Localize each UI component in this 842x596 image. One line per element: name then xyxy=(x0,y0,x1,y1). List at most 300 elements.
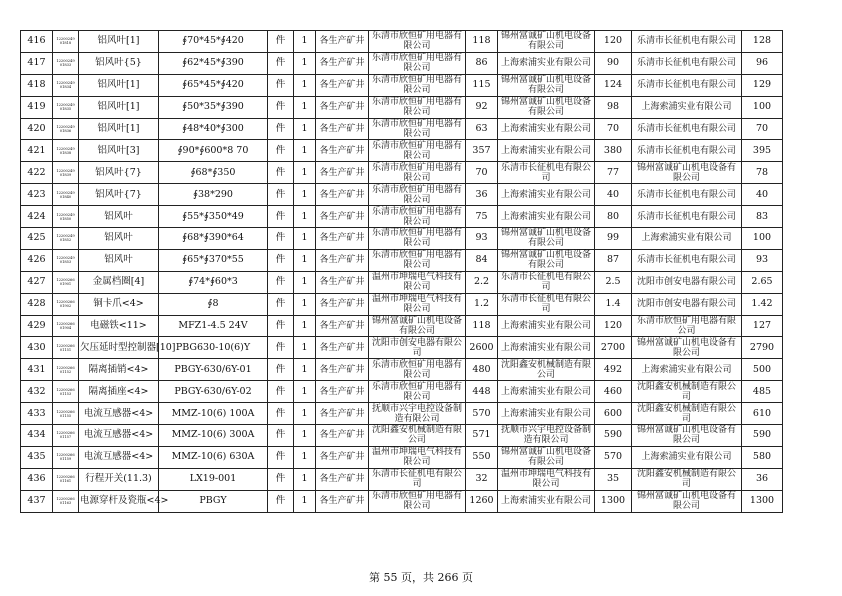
supplier-2: 锦州富诚矿山机电设备有限公司 xyxy=(498,96,595,118)
supplier-3: 锦州富诚矿山机电设备有限公司 xyxy=(632,337,742,359)
item-code: 12200266 01901 xyxy=(53,271,79,293)
price-3: 70 xyxy=(742,118,783,140)
price-3: 78 xyxy=(742,162,783,184)
table-row xyxy=(21,228,783,250)
item-spec: LX19-001 xyxy=(159,468,268,490)
item-code: 12200266 01902 xyxy=(53,293,79,315)
supplier-2: 抚顺市兴宇电控设备制造有限公司 xyxy=(498,425,595,447)
supplier-2: 锦州富诚矿山机电设备有限公司 xyxy=(498,249,595,271)
supplier-3: 乐清市长征机电有限公司 xyxy=(632,184,742,206)
supplier-2: 锦州富诚矿山机电设备有限公司 xyxy=(498,31,595,53)
item-code: 12200266 01159 xyxy=(53,446,79,468)
item-name: 铝风叶 xyxy=(79,249,159,271)
table-row xyxy=(21,425,783,447)
row-number: 432 xyxy=(21,381,53,403)
requesting-dept: 各生产矿井 xyxy=(316,52,369,74)
row-number: 434 xyxy=(21,425,53,447)
price-1: 118 xyxy=(466,315,498,337)
price-3: 395 xyxy=(742,140,783,162)
quantity: 1 xyxy=(294,249,316,271)
supplier-1: 乐清市欣恒矿用电器有限公司 xyxy=(369,52,466,74)
supplier-1: 乐清市欣恒矿用电器有限公司 xyxy=(369,206,466,228)
quantity: 1 xyxy=(294,359,316,381)
supplier-2: 温州市坤瑞电气科技有限公司 xyxy=(498,468,595,490)
item-code: 12200266 01153 xyxy=(53,381,79,403)
requesting-dept: 各生产矿井 xyxy=(316,425,369,447)
price-3: 128 xyxy=(742,31,783,53)
item-name: 隔离插销<4> xyxy=(79,359,159,381)
supplier-1: 抚顺市兴宇电控设备制造有限公司 xyxy=(369,403,466,425)
supplier-2: 上海索浦实业有限公司 xyxy=(498,140,595,162)
price-2: 570 xyxy=(595,446,632,468)
item-name: 电磁铁<11> xyxy=(79,315,159,337)
item-name: 铝风叶[1] xyxy=(79,74,159,96)
price-1: 86 xyxy=(466,52,498,74)
supplier-2: 上海索浦实业有限公司 xyxy=(498,118,595,140)
item-spec: ∮62*45*∮390 xyxy=(159,52,268,74)
quantity: 1 xyxy=(294,446,316,468)
supplier-2: 锦州富诚矿山机电设备有限公司 xyxy=(498,74,595,96)
supplier-3: 乐清市长征机电有限公司 xyxy=(632,31,742,53)
quantity: 1 xyxy=(294,74,316,96)
supplier-1: 沈阳鑫安机械制造有限公司 xyxy=(369,425,466,447)
quantity: 1 xyxy=(294,293,316,315)
price-3: 93 xyxy=(742,249,783,271)
item-code: 12200249 01840 xyxy=(53,184,79,206)
requesting-dept: 各生产矿井 xyxy=(316,271,369,293)
item-spec: MMZ-10(6) 300A xyxy=(159,425,268,447)
item-code: 12200249 01852 xyxy=(53,228,79,250)
price-2: 1.4 xyxy=(595,293,632,315)
unit: 件 xyxy=(268,184,294,206)
table-row xyxy=(21,249,783,271)
row-number: 422 xyxy=(21,162,53,184)
supplier-1: 乐清市欣恒矿用电器有限公司 xyxy=(369,96,466,118)
price-2: 2.5 xyxy=(595,271,632,293)
price-1: 63 xyxy=(466,118,498,140)
price-3: 2.65 xyxy=(742,271,783,293)
item-code: 12200249 01838 xyxy=(53,140,79,162)
supplier-2: 上海索浦实业有限公司 xyxy=(498,315,595,337)
table-row xyxy=(21,359,783,381)
item-name: 铜卡爪<4> xyxy=(79,293,159,315)
unit: 件 xyxy=(268,315,294,337)
quantity: 1 xyxy=(294,337,316,359)
price-2: 590 xyxy=(595,425,632,447)
row-number: 431 xyxy=(21,359,53,381)
table-row xyxy=(21,315,783,337)
requesting-dept: 各生产矿井 xyxy=(316,31,369,53)
price-2: 99 xyxy=(595,228,632,250)
item-name: 铝风叶[3] xyxy=(79,140,159,162)
item-name: 电源穿杆及瓷瓶<4> xyxy=(79,490,159,512)
requesting-dept: 各生产矿井 xyxy=(316,184,369,206)
unit: 件 xyxy=(268,381,294,403)
item-spec: ∮8 xyxy=(159,293,268,315)
price-3: 96 xyxy=(742,52,783,74)
row-number: 418 xyxy=(21,74,53,96)
row-number: 417 xyxy=(21,52,53,74)
table-row xyxy=(21,52,783,74)
price-2: 380 xyxy=(595,140,632,162)
price-1: 571 xyxy=(466,425,498,447)
supplier-1: 乐清市欣恒矿用电器有限公司 xyxy=(369,140,466,162)
item-spec: ∮55*∮350*49 xyxy=(159,206,268,228)
quantity: 1 xyxy=(294,271,316,293)
supplier-3: 乐清市长征机电有限公司 xyxy=(632,249,742,271)
item-spec: ∮90*∮600*8 70 xyxy=(159,140,268,162)
price-3: 129 xyxy=(742,74,783,96)
table-row xyxy=(21,446,783,468)
item-code: 12200249 01850 xyxy=(53,206,79,228)
unit: 件 xyxy=(268,425,294,447)
quantity: 1 xyxy=(294,468,316,490)
requesting-dept: 各生产矿井 xyxy=(316,228,369,250)
supplier-3: 乐清市长征机电有限公司 xyxy=(632,52,742,74)
item-spec: ∮48*40*∮300 xyxy=(159,118,268,140)
supplier-1: 乐清市欣恒矿用电器有限公司 xyxy=(369,490,466,512)
supplier-1: 乐清市欣恒矿用电器有限公司 xyxy=(369,162,466,184)
item-code: 12200249 01839 xyxy=(53,162,79,184)
item-name: 铝风叶{7} xyxy=(79,162,159,184)
supplier-2: 沈阳鑫安机械制造有限公司 xyxy=(498,359,595,381)
price-3: 2790 xyxy=(742,337,783,359)
price-3: 36 xyxy=(742,468,783,490)
table-row xyxy=(21,162,783,184)
price-1: 36 xyxy=(466,184,498,206)
supplier-3: 上海索浦实业有限公司 xyxy=(632,446,742,468)
price-2: 35 xyxy=(595,468,632,490)
requesting-dept: 各生产矿井 xyxy=(316,206,369,228)
table-body xyxy=(21,31,783,513)
supplier-1: 乐清市欣恒矿用电器有限公司 xyxy=(369,359,466,381)
supplier-1: 乐清市欣恒矿用电器有限公司 xyxy=(369,74,466,96)
price-2: 80 xyxy=(595,206,632,228)
price-2: 120 xyxy=(595,31,632,53)
price-2: 90 xyxy=(595,52,632,74)
price-3: 580 xyxy=(742,446,783,468)
price-1: 2600 xyxy=(466,337,498,359)
unit: 件 xyxy=(268,337,294,359)
table-row xyxy=(21,381,783,403)
item-name: 铝风叶[1] xyxy=(79,118,159,140)
supplier-3: 锦州富诚矿山机电设备有限公司 xyxy=(632,425,742,447)
unit: 件 xyxy=(268,118,294,140)
supplier-2: 乐清市长征机电有限公司 xyxy=(498,271,595,293)
table-row xyxy=(21,337,783,359)
price-1: 1260 xyxy=(466,490,498,512)
table-row xyxy=(21,31,783,53)
item-spec: PBGY xyxy=(159,490,268,512)
item-code: 12200266 01151 xyxy=(53,337,79,359)
table-row xyxy=(21,96,783,118)
price-2: 98 xyxy=(595,96,632,118)
price-1: 84 xyxy=(466,249,498,271)
row-number: 428 xyxy=(21,293,53,315)
price-1: 570 xyxy=(466,403,498,425)
requesting-dept: 各生产矿井 xyxy=(316,337,369,359)
supplier-2: 上海索浦实业有限公司 xyxy=(498,403,595,425)
item-spec: ∮38*290 xyxy=(159,184,268,206)
unit: 件 xyxy=(268,249,294,271)
price-2: 124 xyxy=(595,74,632,96)
item-spec: ∮50*35*∮390 xyxy=(159,96,268,118)
price-2: 2700 xyxy=(595,337,632,359)
row-number: 437 xyxy=(21,490,53,512)
unit: 件 xyxy=(268,359,294,381)
item-code: 12200249 01833 xyxy=(53,52,79,74)
page-footer: 第 55 页，共 266 页 xyxy=(369,571,473,584)
item-spec: PBGY-630/6Y-01 xyxy=(159,359,268,381)
supplier-1: 乐清市欣恒矿用电器有限公司 xyxy=(369,31,466,53)
item-name: 铝风叶[1] xyxy=(79,96,159,118)
price-1: 115 xyxy=(466,74,498,96)
item-name: 铝风叶[1] xyxy=(79,31,159,53)
item-code: 12200249 01836 xyxy=(53,118,79,140)
item-spec: ∮68*∮390*64 xyxy=(159,228,268,250)
requesting-dept: 各生产矿井 xyxy=(316,118,369,140)
price-1: 70 xyxy=(466,162,498,184)
row-number: 425 xyxy=(21,228,53,250)
unit: 件 xyxy=(268,468,294,490)
price-1: 480 xyxy=(466,359,498,381)
unit: 件 xyxy=(268,162,294,184)
price-3: 500 xyxy=(742,359,783,381)
item-code: 12200266 01161 xyxy=(53,468,79,490)
price-3: 1300 xyxy=(742,490,783,512)
item-name: 欠压延时型控制器[10] xyxy=(79,337,159,359)
price-3: 83 xyxy=(742,206,783,228)
supplier-2: 锦州富诚矿山机电设备有限公司 xyxy=(498,446,595,468)
requesting-dept: 各生产矿井 xyxy=(316,490,369,512)
supplier-3: 上海索浦实业有限公司 xyxy=(632,96,742,118)
supplier-2: 上海索浦实业有限公司 xyxy=(498,337,595,359)
price-1: 93 xyxy=(466,228,498,250)
supplier-3: 上海索浦实业有限公司 xyxy=(632,359,742,381)
unit: 件 xyxy=(268,31,294,53)
item-name: 金属档圈[4] xyxy=(79,271,159,293)
requesting-dept: 各生产矿井 xyxy=(316,140,369,162)
row-number: 436 xyxy=(21,468,53,490)
row-number: 430 xyxy=(21,337,53,359)
supplier-2: 乐清市长征机电有限公司 xyxy=(498,293,595,315)
item-name: 隔离插座<4> xyxy=(79,381,159,403)
quantity: 1 xyxy=(294,140,316,162)
unit: 件 xyxy=(268,403,294,425)
price-1: 448 xyxy=(466,381,498,403)
table-row xyxy=(21,184,783,206)
supplier-1: 沈阳市创安电器有限公司 xyxy=(369,337,466,359)
row-number: 433 xyxy=(21,403,53,425)
supplier-1: 乐清市欣恒矿用电器有限公司 xyxy=(369,228,466,250)
item-name: 铝风叶 xyxy=(79,228,159,250)
price-1: 75 xyxy=(466,206,498,228)
table-row xyxy=(21,271,783,293)
supplier-3: 沈阳鑫安机械制造有限公司 xyxy=(632,381,742,403)
item-spec: PBGY-630/6Y-02 xyxy=(159,381,268,403)
price-1: 1.2 xyxy=(466,293,498,315)
item-code: 12200266 01152 xyxy=(53,359,79,381)
supplier-2: 乐清市长征机电有限公司 xyxy=(498,162,595,184)
supplier-3: 沈阳市创安电器有限公司 xyxy=(632,271,742,293)
item-name: 电流互感器<4> xyxy=(79,446,159,468)
table-row xyxy=(21,468,783,490)
quantity: 1 xyxy=(294,425,316,447)
supplier-3: 锦州富诚矿山机电设备有限公司 xyxy=(632,162,742,184)
price-2: 1300 xyxy=(595,490,632,512)
item-name: 铝风叶{5} xyxy=(79,52,159,74)
price-2: 120 xyxy=(595,315,632,337)
supplier-3: 沈阳鑫安机械制造有限公司 xyxy=(632,403,742,425)
row-number: 427 xyxy=(21,271,53,293)
row-number: 424 xyxy=(21,206,53,228)
row-number: 429 xyxy=(21,315,53,337)
supplier-1: 温州市坤瑞电气科技有限公司 xyxy=(369,271,466,293)
supplier-2: 上海索浦实业有限公司 xyxy=(498,490,595,512)
price-2: 40 xyxy=(595,184,632,206)
item-spec: ∮70*45*∮420 xyxy=(159,31,268,53)
price-1: 118 xyxy=(466,31,498,53)
unit: 件 xyxy=(268,52,294,74)
supplier-3: 乐清市长征机电有限公司 xyxy=(632,118,742,140)
price-3: 40 xyxy=(742,184,783,206)
item-spec: ∮68*∮350 xyxy=(159,162,268,184)
item-spec: ∮65*45*∮420 xyxy=(159,74,268,96)
price-3: 590 xyxy=(742,425,783,447)
price-1: 550 xyxy=(466,446,498,468)
item-spec: PBG630-10(6)Y xyxy=(159,337,268,359)
unit: 件 xyxy=(268,293,294,315)
quantity: 1 xyxy=(294,52,316,74)
quantity: 1 xyxy=(294,381,316,403)
requesting-dept: 各生产矿井 xyxy=(316,96,369,118)
supplier-1: 乐清市欣恒矿用电器有限公司 xyxy=(369,118,466,140)
supplier-1: 乐清市欣恒矿用电器有限公司 xyxy=(369,249,466,271)
supplier-3: 乐清市长征机电有限公司 xyxy=(632,140,742,162)
price-2: 600 xyxy=(595,403,632,425)
item-code: 12200249 01818 xyxy=(53,31,79,53)
item-name: 行程开关(11.3) xyxy=(79,468,159,490)
price-3: 100 xyxy=(742,228,783,250)
quantity: 1 xyxy=(294,96,316,118)
requesting-dept: 各生产矿井 xyxy=(316,359,369,381)
item-code: 12200266 01163 xyxy=(53,490,79,512)
item-code: 12200266 01904 xyxy=(53,315,79,337)
unit: 件 xyxy=(268,490,294,512)
supplier-3: 沈阳市创安电器有限公司 xyxy=(632,293,742,315)
supplier-1: 温州市坤瑞电气科技有限公司 xyxy=(369,446,466,468)
item-code: 12200266 01155 xyxy=(53,403,79,425)
requesting-dept: 各生产矿井 xyxy=(316,446,369,468)
supplier-2: 上海索浦实业有限公司 xyxy=(498,381,595,403)
supplier-1: 温州市坤瑞电气科技有限公司 xyxy=(369,293,466,315)
quantity: 1 xyxy=(294,315,316,337)
requesting-dept: 各生产矿井 xyxy=(316,162,369,184)
item-code: 12200249 01853 xyxy=(53,249,79,271)
item-spec: ∮74*∮60*3 xyxy=(159,271,268,293)
quantity: 1 xyxy=(294,118,316,140)
item-code: 12200249 01835 xyxy=(53,96,79,118)
table-row xyxy=(21,490,783,512)
price-1: 32 xyxy=(466,468,498,490)
price-2: 87 xyxy=(595,249,632,271)
supplier-2: 上海索浦实业有限公司 xyxy=(498,184,595,206)
supplier-3: 锦州富诚矿山机电设备有限公司 xyxy=(632,490,742,512)
supplier-1: 锦州富诚矿山机电设备有限公司 xyxy=(369,315,466,337)
supplier-3: 乐清市长征机电有限公司 xyxy=(632,74,742,96)
row-number: 421 xyxy=(21,140,53,162)
supplier-3: 上海索浦实业有限公司 xyxy=(632,228,742,250)
requesting-dept: 各生产矿井 xyxy=(316,468,369,490)
requesting-dept: 各生产矿井 xyxy=(316,403,369,425)
quantity: 1 xyxy=(294,206,316,228)
price-3: 485 xyxy=(742,381,783,403)
quantity: 1 xyxy=(294,162,316,184)
price-1: 92 xyxy=(466,96,498,118)
price-2: 492 xyxy=(595,359,632,381)
supplier-2: 上海索浦实业有限公司 xyxy=(498,52,595,74)
supplier-1: 乐清市长征机电有限公司 xyxy=(369,468,466,490)
quantity: 1 xyxy=(294,31,316,53)
price-2: 77 xyxy=(595,162,632,184)
row-number: 423 xyxy=(21,184,53,206)
table-row xyxy=(21,293,783,315)
requesting-dept: 各生产矿井 xyxy=(316,293,369,315)
quantity: 1 xyxy=(294,228,316,250)
unit: 件 xyxy=(268,140,294,162)
item-name: 电流互感器<4> xyxy=(79,403,159,425)
supplier-3: 乐清市欣恒矿用电器有限公司 xyxy=(632,315,742,337)
table-row xyxy=(21,140,783,162)
unit: 件 xyxy=(268,228,294,250)
unit: 件 xyxy=(268,271,294,293)
item-spec: MMZ-10(6) 630A xyxy=(159,446,268,468)
unit: 件 xyxy=(268,446,294,468)
item-code: 12200249 01834 xyxy=(53,74,79,96)
item-code: 12200266 01157 xyxy=(53,425,79,447)
item-spec: MMZ-10(6) 100A xyxy=(159,403,268,425)
row-number: 420 xyxy=(21,118,53,140)
row-number: 419 xyxy=(21,96,53,118)
requesting-dept: 各生产矿井 xyxy=(316,74,369,96)
supplier-2: 锦州富诚矿山机电设备有限公司 xyxy=(498,228,595,250)
supplier-2: 上海索浦实业有限公司 xyxy=(498,206,595,228)
price-3: 127 xyxy=(742,315,783,337)
supplier-1: 乐清市欣恒矿用电器有限公司 xyxy=(369,381,466,403)
requesting-dept: 各生产矿井 xyxy=(316,381,369,403)
price-comparison-table xyxy=(20,30,783,513)
item-spec: ∮65*∮370*55 xyxy=(159,249,268,271)
unit: 件 xyxy=(268,96,294,118)
supplier-3: 沈阳鑫安机械制造有限公司 xyxy=(632,468,742,490)
row-number: 416 xyxy=(21,31,53,53)
table-row xyxy=(21,403,783,425)
unit: 件 xyxy=(268,206,294,228)
price-3: 610 xyxy=(742,403,783,425)
price-1: 2.2 xyxy=(466,271,498,293)
table-row xyxy=(21,118,783,140)
quantity: 1 xyxy=(294,403,316,425)
item-name: 铝风叶 xyxy=(79,206,159,228)
unit: 件 xyxy=(268,74,294,96)
row-number: 426 xyxy=(21,249,53,271)
requesting-dept: 各生产矿井 xyxy=(316,315,369,337)
table-row xyxy=(21,206,783,228)
item-name: 电流互感器<4> xyxy=(79,425,159,447)
requesting-dept: 各生产矿井 xyxy=(316,249,369,271)
supplier-1: 乐清市欣恒矿用电器有限公司 xyxy=(369,184,466,206)
item-name: 铝风叶{7} xyxy=(79,184,159,206)
